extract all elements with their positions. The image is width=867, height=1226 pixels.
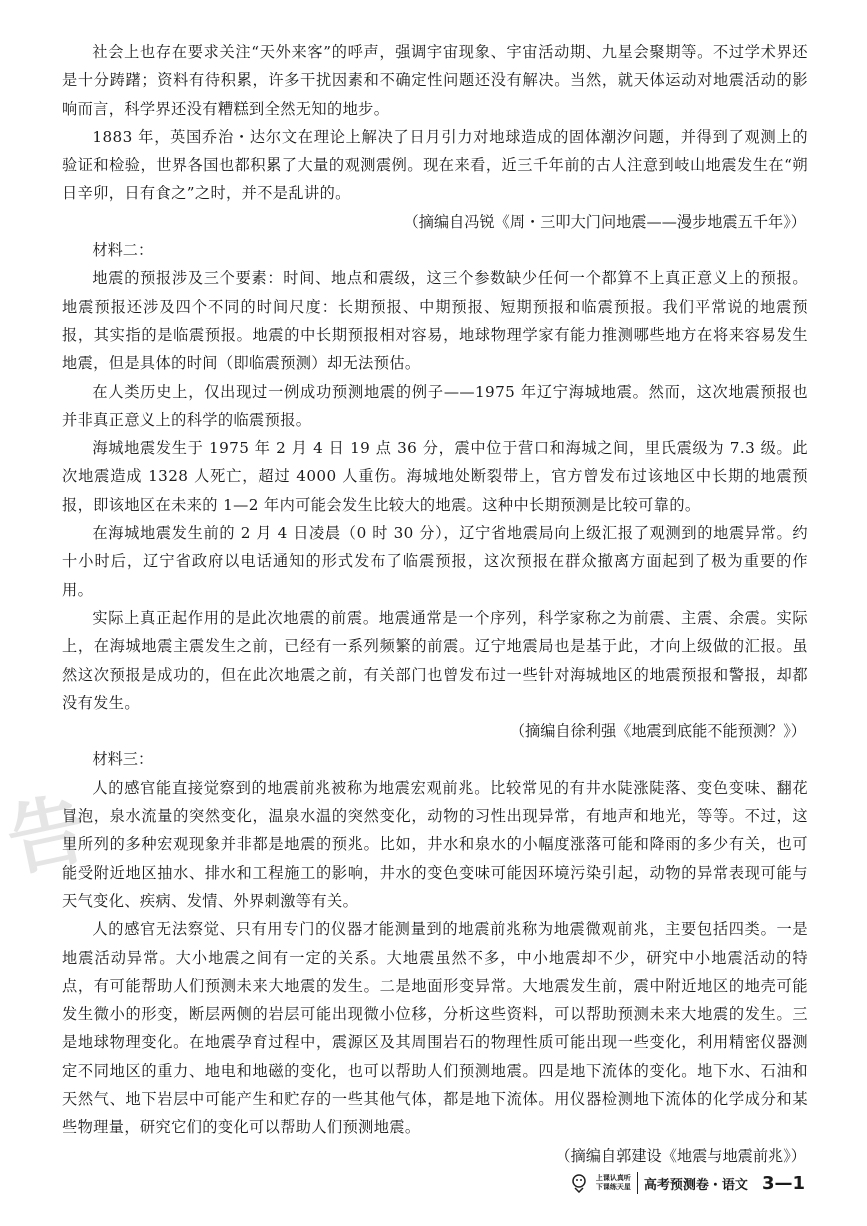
footer-label: 高考预测卷・语文	[643, 1177, 748, 1193]
background-watermark: 告	[0, 783, 95, 889]
page-number: 3—1	[761, 1172, 805, 1194]
source-citation: （摘编自冯锐《周・三叩大门问地震——漫步地震五千年》）	[403, 212, 806, 231]
paragraph: 人的感官能直接觉察到的地震前兆被称为地震宏观前兆。比较常见的有井水陡涨陡落、变色变味、翻花冒泡，泉水流量的突然变化，温泉水温的突然变化，动物的习性出现异常，有地声和地光，等等。不过，这里所列的多种宏观现象并非都是地震的预兆。比如，井水和泉水的小幅度涨落可能和降雨的多少有关，也可能受附近地区抽水、排水和工程施工的影响，井水的变色变味可能因环境污染引起，动物的异常表现可能与天气变化、疾病、发情、外界刺激等有关。	[62, 778, 808, 910]
paragraph: 1883 年，英国乔治・达尔文在理论上解决了日月引力对地球造成的固体潮汐问题，并得到了观测上的验证和检验，世界各国也都积累了大量的观测震例。现在来看，近三千年前的古人注意到岐山地震发生在“朔日辛卯，日有食之”之时，并不是乱讲的。	[62, 127, 808, 203]
document-page	[62, 38, 808, 1170]
source-citation: （摘编自徐利强《地震到底能不能预测？》）	[509, 722, 806, 741]
paragraph: 实际上真正起作用的是此次地震的前震。地震通常是一个序列，科学家称之为前震、主震、余震。实际上，在海城地震主震发生之前，已经有一系列频繁的前震。辽宁地震局也是基于此，才向上级做的汇报。虽然这次预报是成功的，但在此次地震之前，有关部门也曾发布过一些针对海城地区的地震预报和警报，却都没有发生。	[62, 608, 808, 712]
footer-slogan	[596, 1174, 631, 1192]
paragraph: 海城地震发生于 1975 年 2 月 4 日 19 点 36 分，震中位于营口和海城之间，里氏震级为 7.3 级。此次地震造成 1328 人死亡，超过 4000 人重伤。海城地处断裂带上，官方曾发布过该地区中长期的地震预报，即该地区在未来的 1—2 年内可能会发生比较大的地震。这种中长期预测是比较可靠的。	[62, 439, 808, 514]
paragraph: 人的感官无法察觉、只有用专门的仪器才能测量到的地震前兆称为地震微观前兆，主要包括四类。一是地震活动异常。大小地震之间有一定的关系。大地震虽然不多，中小地震却不少，研究中小地震活动的特点，有可能帮助人们预测未来大地震的发生。二是地面形变异常。大地震发生前，震中附近地区的地壳可能发生微小的形变，断层两侧的岩层可能出现微小位移，分析这些资料，可以帮助预测未来大地震的发生。三是地球物理变化。在地震孕育过程中，震源区及其周围岩石的物理性质可能出现一些变化，利用精密仪器测定不同地区的重力、地电和地磁的变化，也可以帮助人们预测地震。四是地下流体的变化。地下水、石油和天然气、地下岩层中可能产生和贮存的一些其他气体，都是地下流体。用仪器检测地下流体的化学成分和某些物理量，研究它们的变化可以帮助人们预测地震。	[62, 920, 808, 1137]
slogan-top: 上课认真听	[595, 1174, 631, 1182]
slogan-bottom: 下课练天星	[595, 1183, 631, 1191]
section-heading: 材料三：	[92, 750, 154, 769]
paragraph: 地震的预报涉及三个要素：时间、地点和震级，这三个参数缺少任何一个都算不上真正意义上的预报。地震预报还涉及四个不同的时间尺度：长期预报、中期预报、短期预报和临震预报。我们平常说的地震预报，其实指的是临震预报。地震的中长期预报相对容易，地球物理学家有能力推测哪些地方在将来容易发生地震，但是具体的时间（即临震预测）却无法预估。	[62, 269, 808, 373]
source-citation: （摘编自郭建设《地震与地震前兆》）	[555, 1146, 806, 1165]
section-heading: 材料二：	[92, 241, 154, 260]
mascot-logo-icon	[568, 1172, 590, 1194]
footer-divider	[637, 1172, 638, 1194]
paragraph: 在海城地震发生前的 2 月 4 日凌晨（0 时 30 分），辽宁省地震局向上级汇报了观测到的地震异常。约十小时后，辽宁省政府以电话通知的形式发布了临震预报，这次预报在群众撤离方面起到了极为重要的作用。	[62, 524, 808, 599]
page-footer	[568, 1172, 805, 1194]
paragraph: 在人类历史上，仅出现过一例成功预测地震的例子——1975 年辽宁海城地震。然而，这次地震预报也并非真正意义上的科学的临震预报。	[62, 382, 808, 429]
paragraph: 社会上也存在要求关注“天外来客”的呼声，强调宇宙现象、宇宙活动期、九星会聚期等。不过学术界还是十分踌躇；资料有待积累，许多干扰因素和不确定性问题还没有解决。当然，就天体运动对地震活动的影响而言，科学界还没有糟糕到全然无知的地步。	[62, 43, 808, 118]
